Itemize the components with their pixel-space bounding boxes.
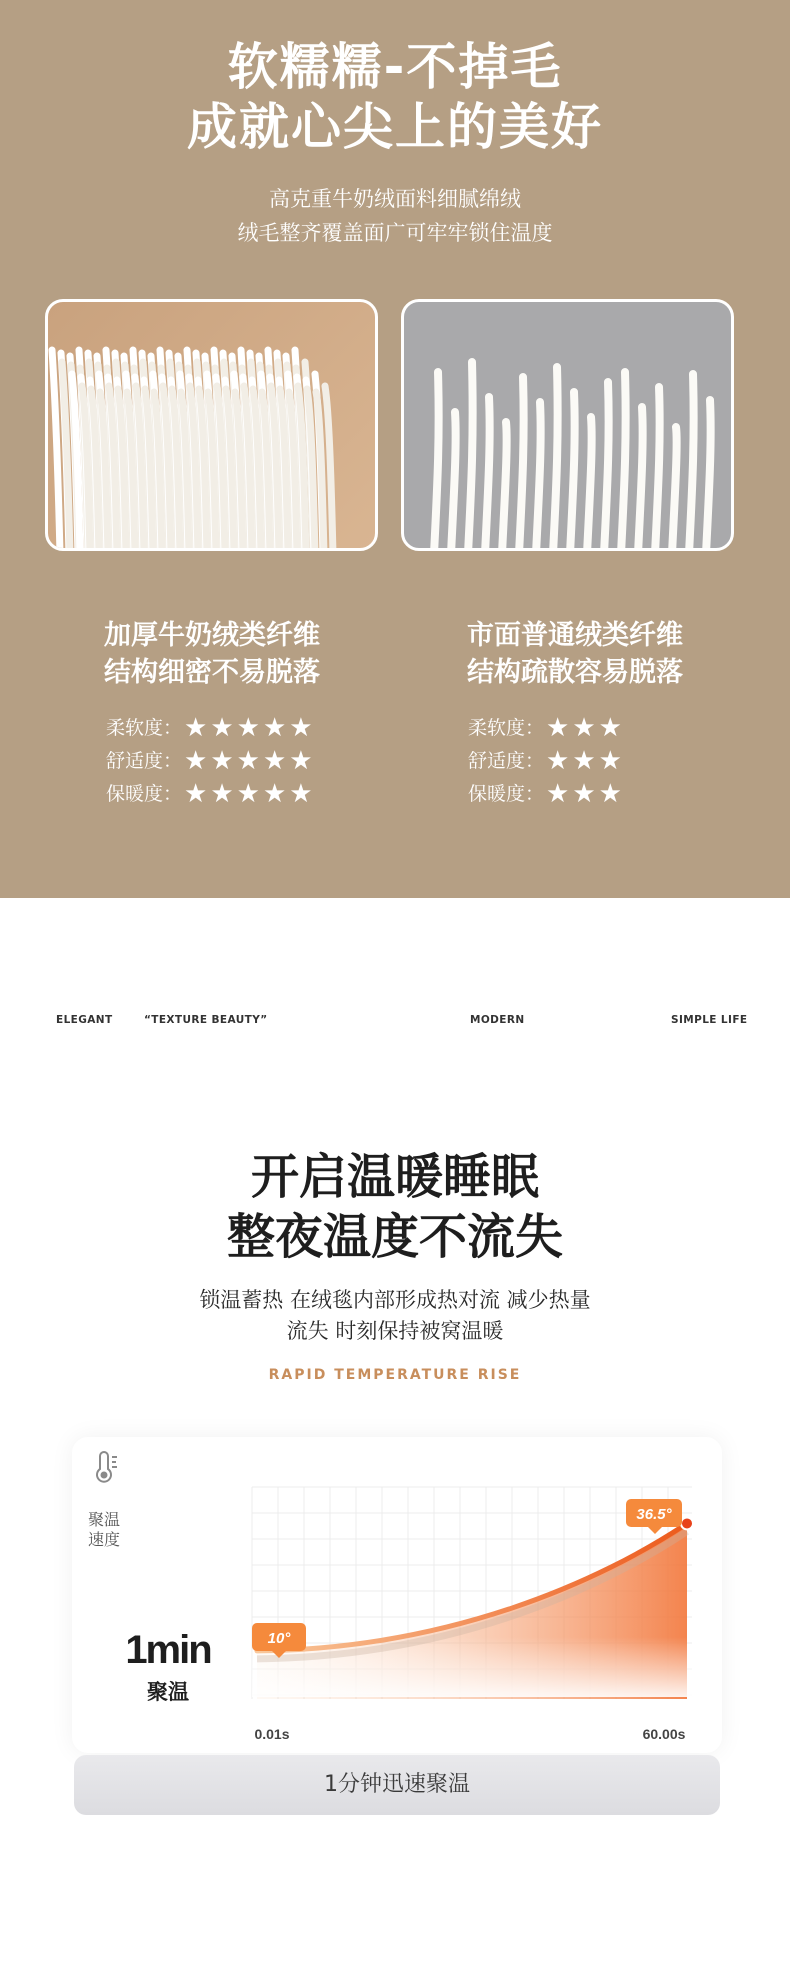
chart-axis-label-line2: 速度 (87, 1532, 121, 1549)
fiber-strand (502, 422, 507, 551)
fiber-strand (570, 392, 575, 551)
ordinary-fiber-image (401, 299, 734, 551)
fiber-strand (468, 362, 473, 551)
thermometer-icon (97, 1452, 117, 1482)
fiber-strand (621, 372, 626, 551)
x-end-label: 60.00s (642, 1726, 686, 1742)
end-temp-text: 36.5° (636, 1506, 672, 1523)
fiber-strand (604, 382, 609, 551)
tagline-modern: MODERN (470, 1014, 525, 1026)
fiber-strand (689, 374, 694, 551)
rating-label: 保暖度： (468, 783, 545, 805)
curve-end-point (681, 1517, 693, 1529)
fiber-strand (553, 367, 558, 551)
warmth-title-line2: 整夜温度不流失 (226, 1209, 563, 1265)
fiber-strand (519, 377, 524, 551)
left-fiber-title-line2: 结构细密不易脱落 (104, 657, 320, 688)
hero-title-line2: 成就心尖上的美好 (187, 98, 603, 156)
end-temp-badge (626, 1499, 682, 1534)
tagline-texture-beauty: “TEXTURE BEAUTY” (144, 1014, 268, 1026)
rating-label: 柔软度： (468, 717, 545, 739)
fiber-strand (706, 400, 711, 551)
star-icons: ★★★★★ (184, 779, 316, 809)
right-rating-warmth (468, 778, 625, 811)
star-icons: ★★★ (546, 779, 625, 809)
right-fiber-title-line1: 市面普通绒类纤维 (467, 620, 683, 651)
rating-label: 保暖度： (106, 783, 183, 805)
texture-section (0, 0, 790, 898)
fiber-strand (451, 412, 456, 551)
tagline-elegant: ELEGANT (56, 1014, 113, 1026)
temperature-rise-chart (72, 1437, 722, 1753)
warmth-desc-line1: 锁温蓄热 在绒毯内部形成热对流 减少热量 (199, 1288, 591, 1312)
left-rating-warmth (106, 778, 316, 811)
right-rating-softness (468, 712, 625, 745)
hero-subtitle-line1: 高克重牛奶绒面料细腻绵绒 (269, 187, 521, 211)
right-rating-comfort (468, 745, 625, 778)
fiber-strand (587, 417, 592, 551)
fiber-strand (52, 350, 60, 551)
left-rating-softness (106, 712, 316, 745)
star-icons: ★★★ (546, 713, 625, 743)
warmth-desc-line2: 流失 时刻保持被窝温暖 (286, 1319, 504, 1343)
fiber-strand (655, 387, 660, 551)
rapid-warmup-button: 1分钟迅速聚温 (74, 1755, 720, 1815)
big-value: 1min (125, 1628, 211, 1672)
left-rating-comfort (106, 745, 316, 778)
rating-label: 舒适度： (468, 750, 545, 772)
start-temp-text: 10° (267, 1630, 291, 1647)
star-icons: ★★★★★ (184, 746, 316, 776)
x-start-label: 0.01s (254, 1726, 290, 1742)
rapid-temperature-rise-label: RAPID TEMPERATURE RISE (268, 1367, 522, 1383)
fiber-strand (672, 427, 677, 551)
hero-subtitle-line2: 绒毛整齐覆盖面广可牢牢锁住温度 (237, 221, 553, 245)
hero-title-line1: 软糯糯-不掉毛 (227, 38, 563, 96)
tagline-simple-life: SIMPLE LIFE (671, 1014, 748, 1026)
milk-velvet-fiber-image (45, 299, 378, 551)
fiber-strand (485, 397, 490, 551)
fiber-strand (638, 407, 643, 551)
star-icons: ★★★★★ (184, 713, 316, 743)
right-fiber-title-line2: 结构疏散容易脱落 (467, 657, 683, 688)
rating-label: 柔软度： (106, 717, 183, 739)
fiber-strand (434, 372, 439, 551)
big-value-caption: 聚温 (147, 1681, 189, 1704)
chart-axis-label-line1: 聚温 (87, 1512, 121, 1529)
warmth-title-line1: 开启温暖睡眠 (250, 1149, 539, 1205)
fiber-strand (536, 402, 541, 551)
rating-label: 舒适度： (106, 750, 183, 772)
left-fiber-title-line1: 加厚牛奶绒类纤维 (104, 620, 320, 651)
star-icons: ★★★ (546, 746, 625, 776)
